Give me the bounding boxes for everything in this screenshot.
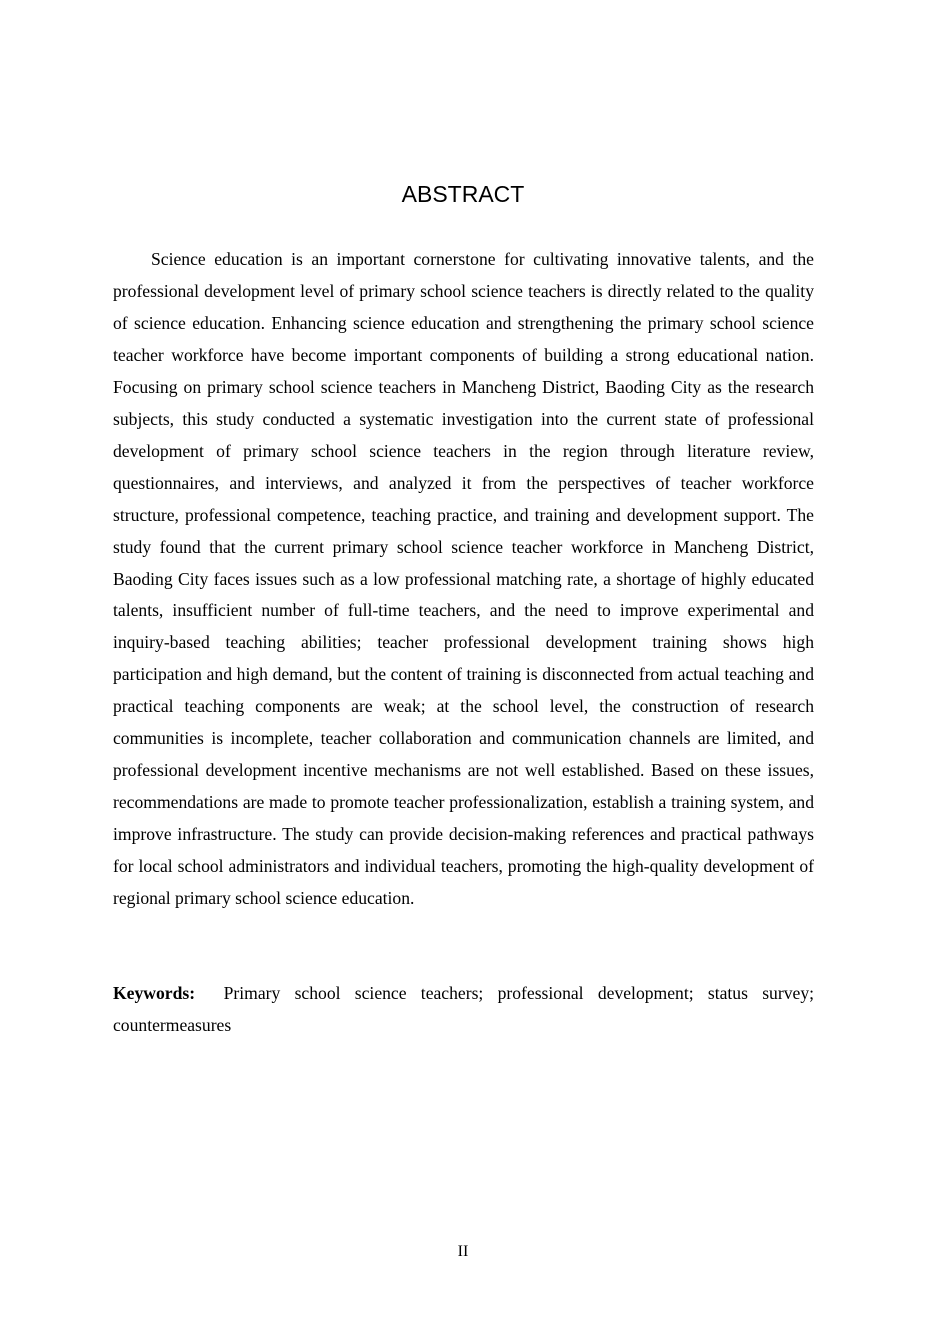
abstract-body: Science education is an important cornerstone for cultivating innovative talents, and the professional development level of primary school science teachers is directly related to the quality of science education. Enhancing science education and strengthening the primary school science teacher workforce have become important components of building a strong educational nation. Focusing on primary school science teachers in Mancheng District, Baoding City as the research subjects, this study conducted a systematic investigation into the current state of professional development of primary school science teachers in the region through literature review, questionnaires, and interviews, and analyzed it from the perspectives of teacher workforce structure, professional competence, teaching practice, and training and development support. The study found that the current primary school science teacher workforce in Mancheng District, Baoding City faces issues such as a low professional matching rate, a shortage of highly educated talents, insufficient number of full-time teachers, and the need to improve experimental and inquiry-based teaching abilities; teacher professional development training shows high participation and high demand, but the content of training is disconnected from actual teaching and practical teaching components are weak; at the school level, the construction of research communities is incomplete, teacher collaboration and communication channels are limited, and professional development incentive mechanisms are not well established. Based on these issues, recommendations are made to promote teacher professionalization, establish a training system, and improve infrastructure. The study can provide decision-making references and practical pathways for local school administrators and individual teachers, promoting the high-quality development of regional primary school science education. — [113, 249, 814, 909]
keywords-label: Keywords: — [113, 983, 196, 1003]
abstract-title: ABSTRACT — [401, 181, 525, 207]
keywords-text: Primary school science teachers; professional development; status survey; countermeasures — [113, 983, 814, 1035]
keywords-paragraph — [113, 978, 814, 1042]
page-number: II — [457, 1243, 469, 1260]
